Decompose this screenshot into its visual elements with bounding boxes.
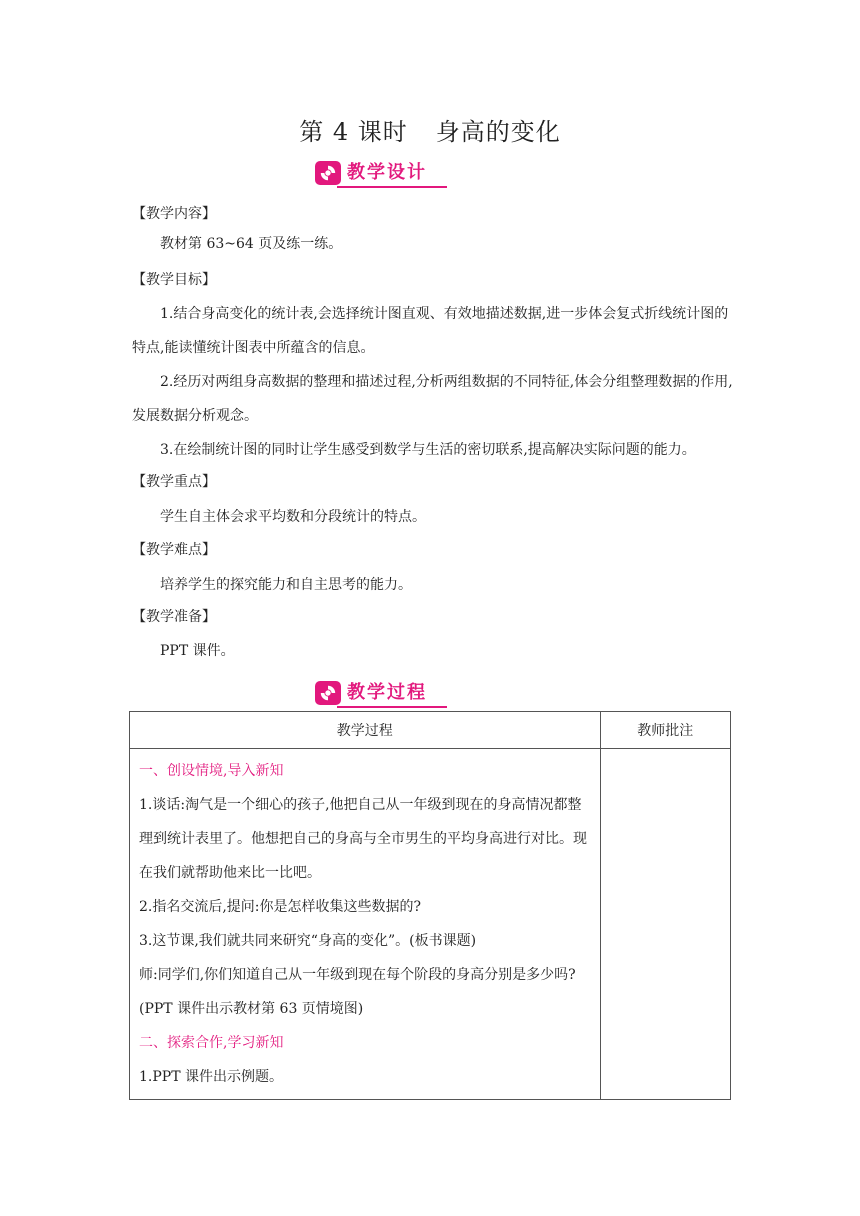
- header-notes: 教师批注: [600, 712, 730, 749]
- section-head-prep: 【教学准备】: [132, 609, 216, 625]
- section-head-difficulty: 【教学难点】: [132, 542, 216, 558]
- step-heading-1: 一、创设情境,导入新知: [139, 763, 284, 779]
- section-head-goals: 【教学目标】: [132, 272, 216, 288]
- focus-text: 学生自主体会求平均数和分段统计的特点。: [160, 509, 426, 525]
- goal-item-1: 1.结合身高变化的统计表,会选择统计图直观、有效地描述数据,进一步体会复式折线统计图的特点,能读懂统计图表中所蕴含的信息。: [132, 306, 729, 356]
- content-text: 教材第 63~64 页及练一练。: [160, 236, 343, 252]
- process-line: 3.这节课,我们就共同来研究“身高的变化”。(板书课题): [139, 933, 477, 949]
- process-table: [129, 711, 731, 1100]
- banner-teaching-design: [315, 160, 447, 186]
- notes-cell: [600, 749, 730, 1100]
- swirl-logo-icon: [315, 681, 341, 705]
- table-header-row: [130, 712, 731, 749]
- process-line: 1.PPT 课件出示例题。: [139, 1069, 283, 1085]
- lesson-topic: 身高的变化: [435, 118, 561, 146]
- process-cell: [130, 749, 601, 1100]
- section-head-content: 【教学内容】: [132, 206, 216, 222]
- banner-underline: [337, 186, 447, 188]
- table-row: [130, 749, 731, 1100]
- banner-teaching-process: [315, 680, 447, 706]
- banner-underline: [337, 706, 447, 708]
- section-head-focus: 【教学重点】: [132, 474, 216, 490]
- page-title: [0, 112, 860, 147]
- swirl-logo-icon: [315, 161, 341, 185]
- process-line: 2.指名交流后,提问:你是怎样收集这些数据的?: [139, 899, 422, 915]
- lesson-number: 第 4 课时: [299, 118, 408, 146]
- process-line: 1.谈话:淘气是一个细心的孩子,他把自己从一年级到现在的身高情况都整理到统计表里了。他想把自己的身高与全市男生的平均身高进行对比。现在我们就帮助他来比一比吧。: [139, 797, 587, 881]
- prep-text: PPT 课件。: [160, 643, 235, 659]
- step-heading-2: 二、探索合作,学习新知: [139, 1035, 284, 1051]
- header-process: 教学过程: [130, 712, 601, 749]
- banner-label: 教学过程: [347, 682, 427, 703]
- difficulty-text: 培养学生的探究能力和自主思考的能力。: [160, 577, 412, 593]
- banner-label: 教学设计: [347, 162, 427, 183]
- goal-item-3: 3.在绘制统计图的同时让学生感受到数学与生活的密切联系,提高解决实际问题的能力。: [160, 442, 696, 458]
- process-line: 师:同学们,你们知道自己从一年级到现在每个阶段的身高分别是多少吗?(PPT 课件出示教材第 63 页情境图): [139, 967, 576, 1017]
- goal-item-2: 2.经历对两组身高数据的整理和描述过程,分析两组数据的不同特征,体会分组整理数据的作用,发展数据分析观念。: [132, 374, 733, 424]
